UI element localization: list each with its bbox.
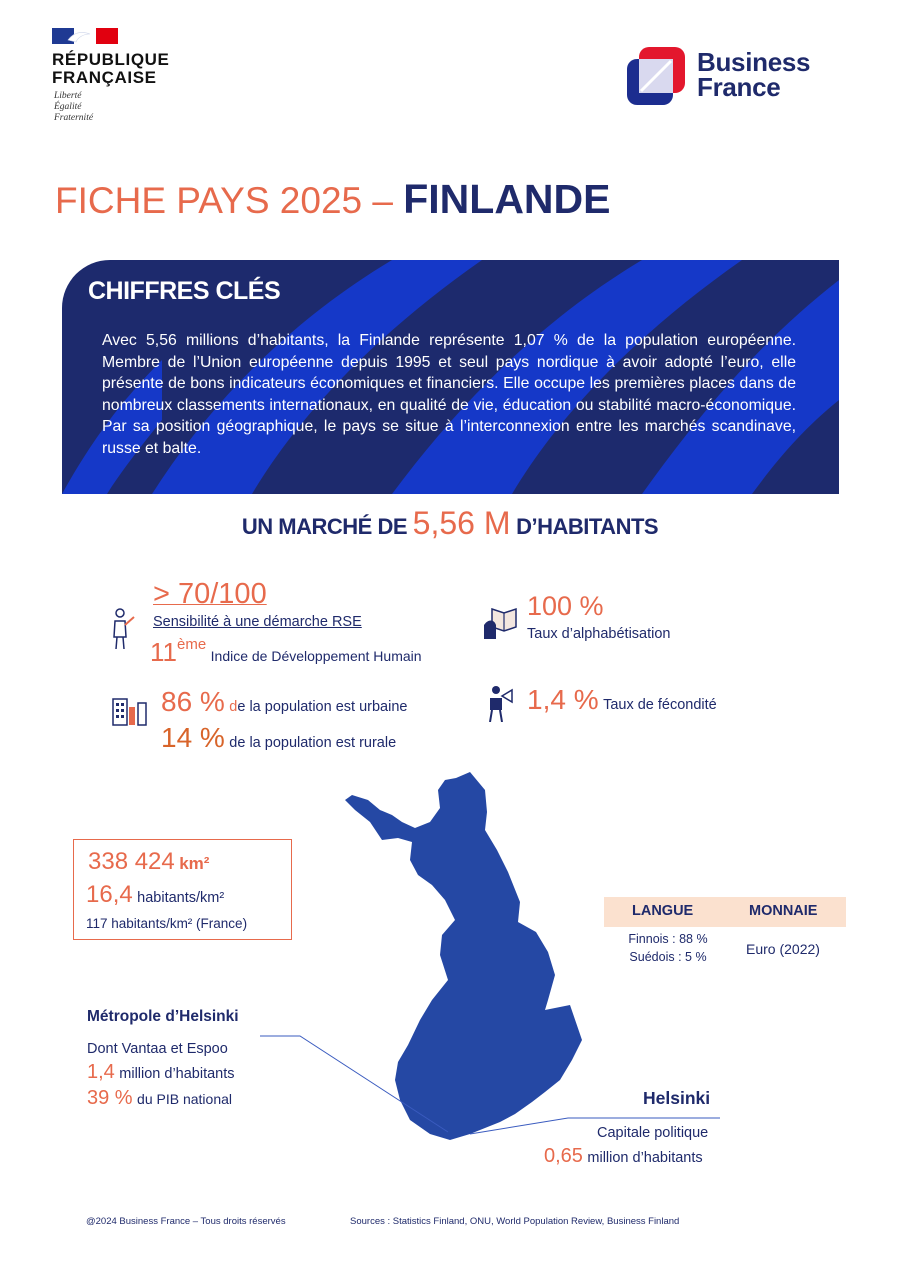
- footer-sources: Sources : Statistics Finland, ONU, World Population Review, Business Finland: [350, 1216, 680, 1227]
- capital-pop-label: million d’habitants: [587, 1150, 703, 1166]
- lang-fi: Finnois : 88 %: [628, 932, 708, 946]
- rural-label: de la population est rurale: [229, 735, 397, 751]
- metro-subtitle: Dont Vantaa et Espoo: [87, 1041, 228, 1057]
- market-suffix: D’HABITANTS: [510, 514, 659, 539]
- title-country: FINLANDE: [403, 176, 611, 222]
- lang-sv: Suédois : 5 %: [629, 950, 707, 964]
- currency-header: MONNAIE: [749, 903, 818, 919]
- density-unit: habitants/km²: [137, 890, 225, 906]
- capital-subtitle: Capitale politique: [597, 1125, 709, 1141]
- brand-line-2: France: [697, 72, 781, 102]
- motto-egalite: Égalité: [54, 102, 82, 112]
- languages-table-header: [604, 897, 846, 927]
- urban-value: 86 %: [161, 686, 225, 717]
- metro-gdp-row: [87, 1087, 232, 1110]
- key-figures-text: Avec 5,56 millions d’habitants, la Finlande représente 1,07 % de la population européenne. Membre de l’Union européenne depuis 1995 et seul pays nordique à avoir adopté l’euro, elle présente de bons indicateurs économiques et financiers. Elle occupe les premières places dans de nombreux classements internationaux, en qualité de vie, éducation ou stabilité macro-économique. Par sa position géographique, le pays se situe à l’interconnexion entre les marchés scandinave, russe et balte.: [102, 332, 796, 457]
- finland-map-shape: [345, 772, 582, 1140]
- metro-pop-label: million d’habitants: [119, 1066, 235, 1082]
- idh-sup: ème: [177, 636, 207, 653]
- capital-title: Helsinki: [643, 1088, 711, 1108]
- france-density: 117 habitants/km² (France): [86, 916, 248, 931]
- idh-label: Indice de Développement Humain: [210, 648, 422, 664]
- density-row: [86, 881, 224, 909]
- area-box: [73, 839, 292, 940]
- footer-copyright: @2024 Business France – Tous droits réservés: [86, 1216, 286, 1227]
- surface-row: [88, 848, 209, 876]
- brand-line-1: Business: [697, 47, 811, 77]
- idh-rank: 11: [150, 637, 177, 667]
- metro-pop-value: 1,4: [87, 1061, 115, 1083]
- density-value: 16,4: [86, 881, 133, 908]
- title-prefix: FICHE PAYS 2025 –: [55, 180, 404, 221]
- capital-pop-row: [544, 1145, 703, 1168]
- urban-label-d: d: [229, 699, 238, 715]
- lang-header: LANGUE: [632, 903, 694, 919]
- metro-title: Métropole d’Helsinki: [87, 1008, 239, 1025]
- republique-line-1: RÉPUBLIQUE: [52, 50, 170, 69]
- rural-value: 14 %: [161, 722, 225, 753]
- rse-value: > 70/100: [153, 578, 267, 610]
- republique-line-2: FRANÇAISE: [52, 68, 157, 87]
- metro-pop-row: [87, 1061, 235, 1084]
- capital-pop-value: 0,65: [544, 1145, 583, 1167]
- motto-liberte: Liberté: [54, 91, 82, 101]
- metro-gdp-label: du PIB national: [137, 1091, 233, 1107]
- fertility-label: Taux de fécondité: [603, 697, 717, 713]
- currency-value: Euro (2022): [746, 941, 820, 957]
- surface-value: 338 424: [88, 848, 175, 875]
- urban-label: e la population est urbaine: [237, 699, 408, 715]
- motto-fraternite: Fraternité: [54, 113, 94, 123]
- market-value: 5,56 M: [412, 505, 511, 541]
- fertility-value: 1,4 %: [527, 684, 599, 715]
- surface-unit: km²: [179, 854, 210, 873]
- market-prefix: UN MARCHÉ DE: [241, 514, 413, 539]
- key-figures-heading: CHIFFRES CLÉS: [88, 277, 281, 305]
- rse-label: Sensibilité à une démarche RSE: [153, 614, 362, 630]
- literacy-value: 100 %: [527, 591, 604, 621]
- metro-gdp-value: 39 %: [87, 1087, 133, 1109]
- literacy-label: Taux d’alphabétisation: [527, 626, 671, 642]
